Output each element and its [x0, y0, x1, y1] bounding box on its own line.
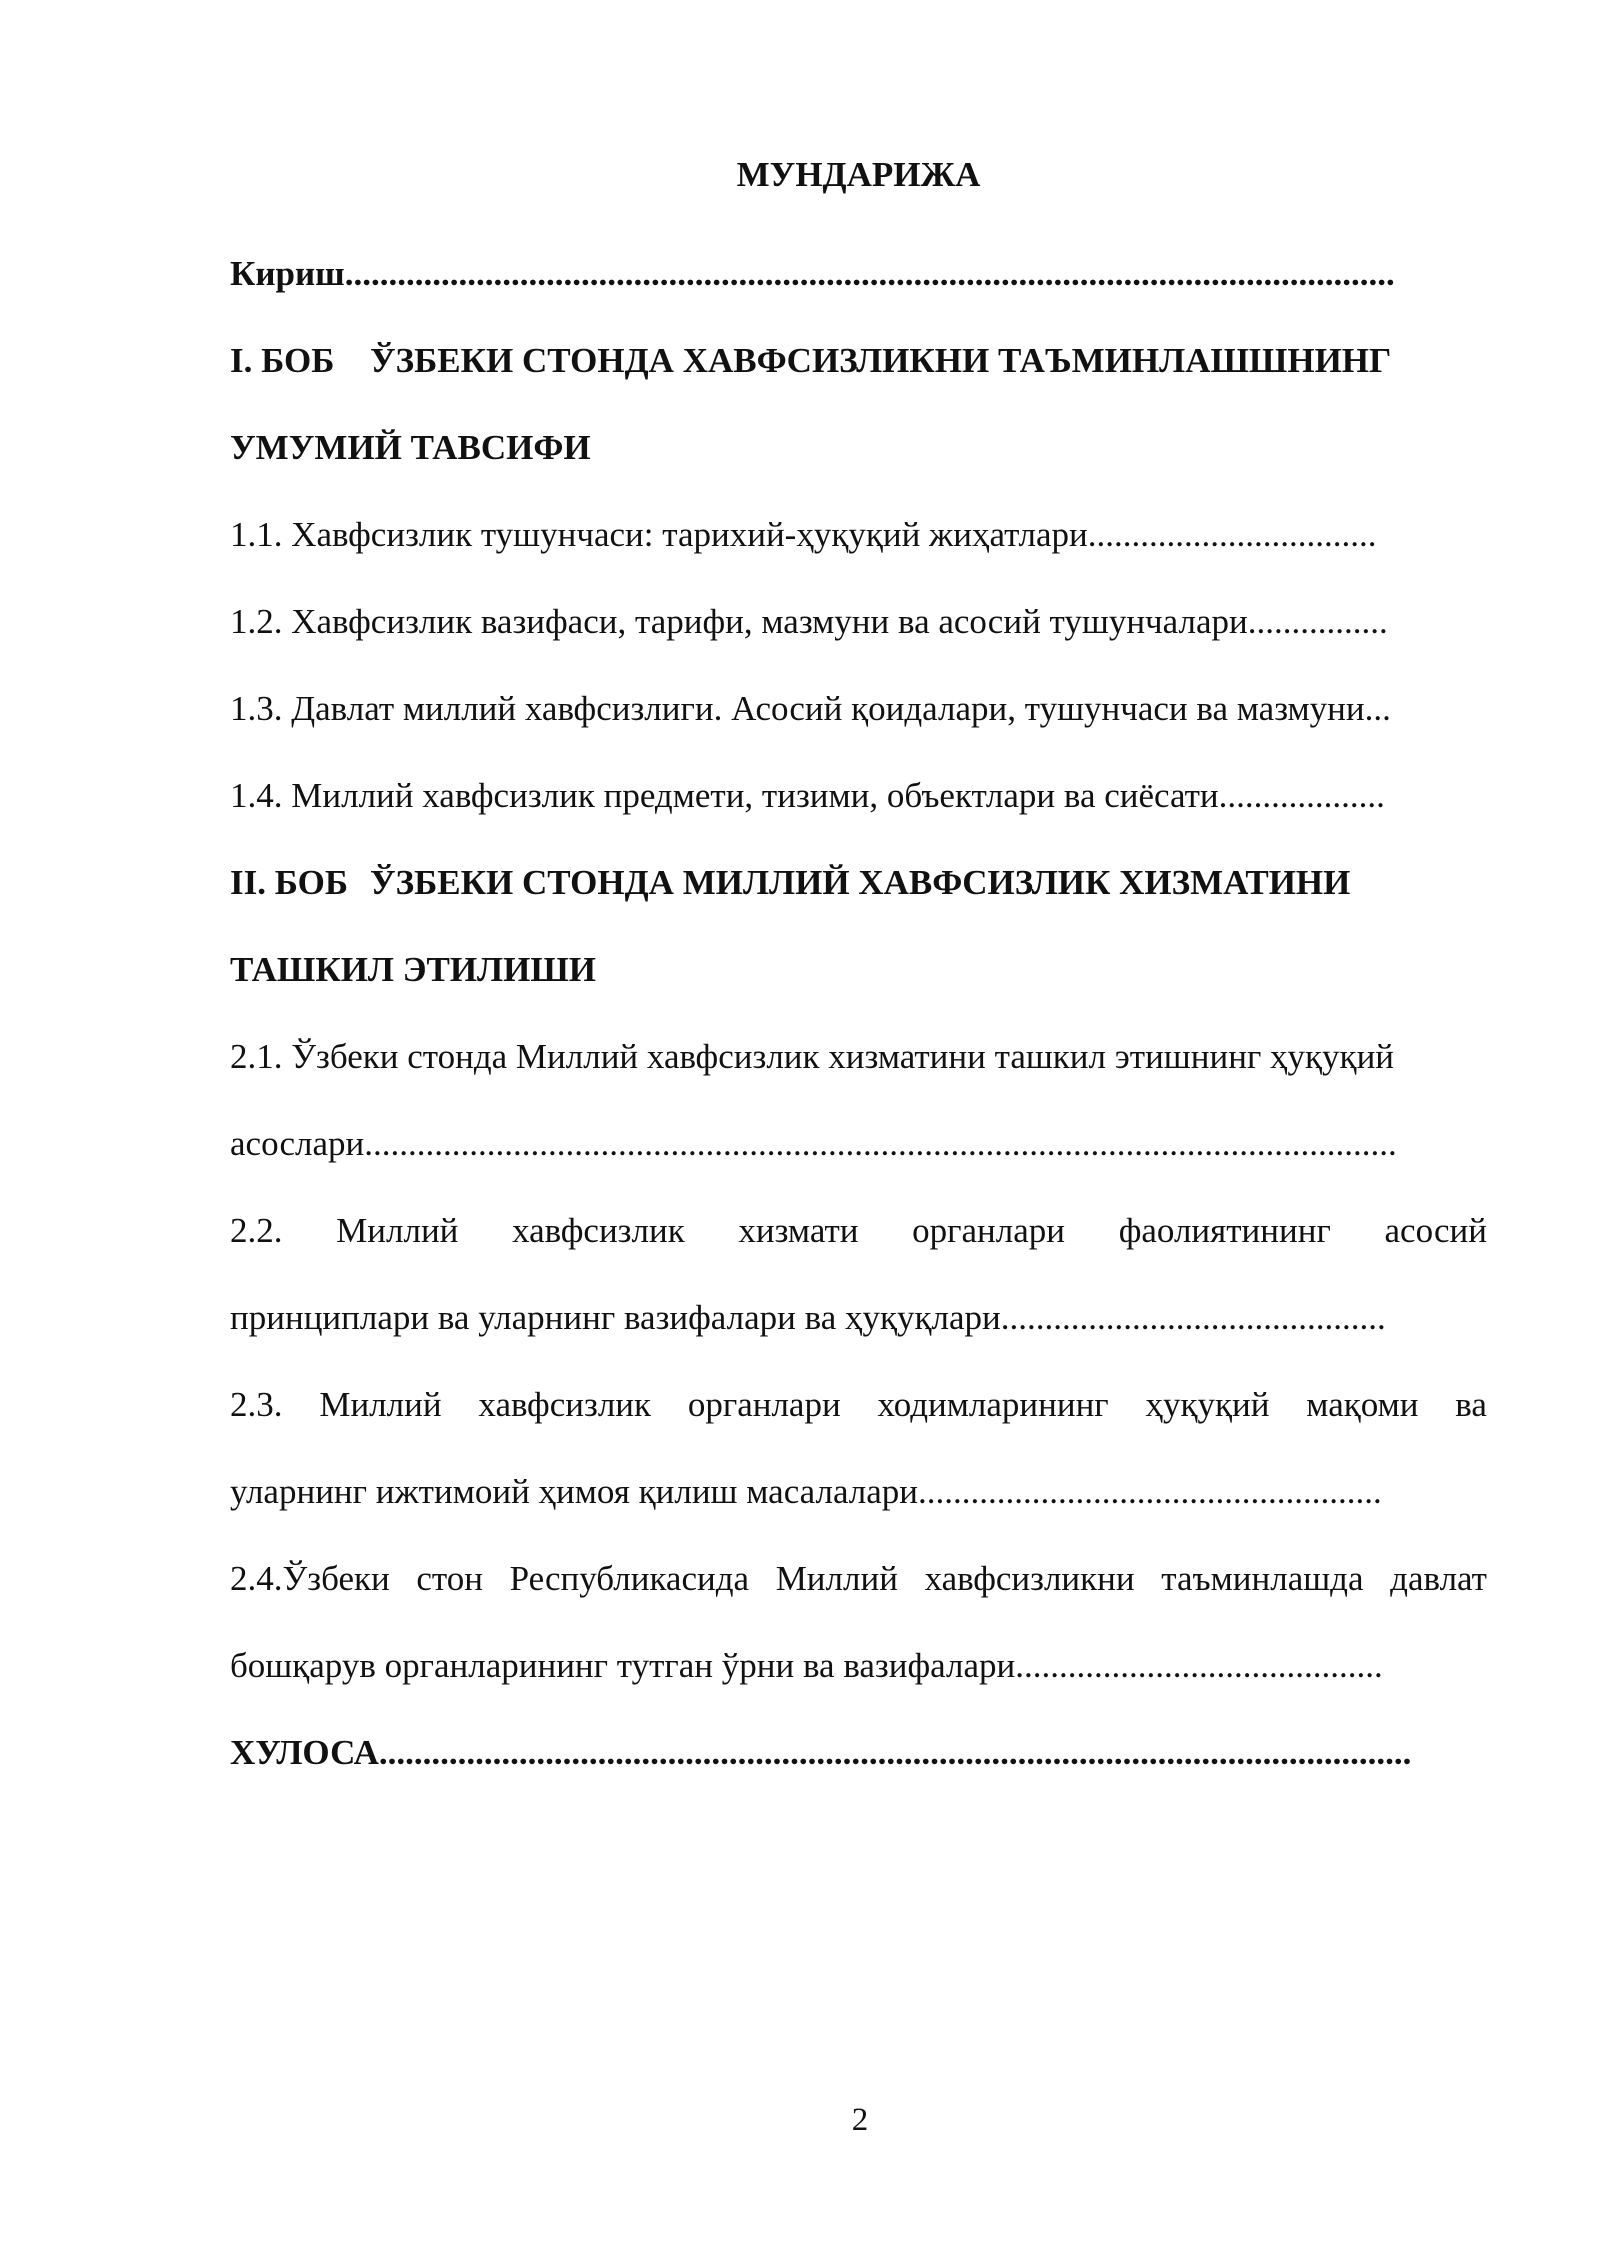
toc-title: МУНДАРИЖА	[736, 155, 981, 194]
toc-word: Миллий	[775, 1559, 898, 1598]
chapter-1-number: I. БОБ	[230, 341, 335, 380]
toc-entry-2-2-line2: принциплари ва уларнинг вазифалари ва ҳуқуқлари............................................	[230, 1298, 1386, 1337]
toc-entry-1-2: 1.2. Хавфсизлик вазифаси, тарифи, мазмуни ва асосий тушунчалари................	[230, 602, 1388, 641]
toc-word: хавфсизликни	[924, 1559, 1135, 1598]
toc-word: стон	[416, 1559, 483, 1598]
toc-word: давлат	[1390, 1559, 1487, 1598]
chapter-2-number: II. БОБ	[230, 863, 349, 902]
toc-word: ҳуқуқий	[1145, 1385, 1270, 1424]
toc-word: ходимларининг	[877, 1385, 1109, 1424]
chapter-2-title-line1: ЎЗБЕКИ СТОНДА МИЛЛИЙ ХАВФСИЗЛИК ХИЗМАТИНИ	[370, 863, 1351, 902]
toc-word: Миллий	[319, 1385, 442, 1424]
toc-entry-1-4: 1.4. Миллий хавфсизлик предмети, тизими, объектлари ва сиёсати...................	[230, 776, 1385, 815]
toc-chapter-2-heading	[230, 839, 1487, 926]
chapter-1-title-line2: УМУМИЙ ТАВСИФИ	[230, 428, 591, 467]
toc-word: мақоми	[1306, 1385, 1419, 1424]
toc-entry-2-1-line2: асослари......................................................................................................................	[230, 1124, 1397, 1163]
toc-word: 2.2.	[230, 1211, 283, 1250]
toc-entry-2-1-line1: 2.1. Ўзбеки стонда Миллий хавфсизлик хизматини ташкил этишнинг ҳуқуқий	[230, 1037, 1395, 1076]
table-of-contents	[230, 145, 1487, 1796]
toc-word: Республикасида	[509, 1559, 750, 1598]
toc-word: 2.3.	[230, 1385, 283, 1424]
toc-entry-2-2-line1	[230, 1187, 1487, 1274]
toc-word: органлари	[687, 1385, 841, 1424]
toc-entry-2-4-line2: бошқарув органларининг тутган ўрни ва вазифалари..........................................	[230, 1646, 1383, 1685]
toc-word: фаолиятининг	[1118, 1211, 1331, 1250]
toc-entry-intro: Кириш........................................................................................................................	[230, 254, 1395, 293]
toc-word: хавфсизлик	[478, 1385, 652, 1424]
toc-word: таъминлашда	[1161, 1559, 1364, 1598]
page-number: 2	[851, 2102, 869, 2138]
toc-entry-2-3-line1	[230, 1361, 1487, 1448]
toc-word: органлари	[912, 1211, 1066, 1250]
toc-chapter-1-heading	[230, 317, 1487, 404]
toc-word: ва	[1455, 1385, 1487, 1424]
chapter-1-title-line1: ЎЗБЕКИ СТОНДА ХАВФСИЗЛИКНИ ТАЪМИНЛАШШНИНГ	[370, 341, 1392, 380]
toc-word: асосий	[1384, 1211, 1487, 1250]
toc-word: Миллий	[336, 1211, 459, 1250]
toc-entry-1-3: 1.3. Давлат миллий хавфсизлиги. Асосий қоидалари, тушунчаси ва мазмуни...	[230, 689, 1391, 728]
toc-word: хавфсизлик	[512, 1211, 685, 1250]
chapter-2-title-line2: ТАШКИЛ ЭТИЛИШИ	[230, 950, 597, 989]
toc-entry-conclusion: ХУЛОСА......................................................................................................................	[230, 1733, 1412, 1772]
toc-entry-2-4-line1	[230, 1535, 1487, 1622]
toc-entry-2-3-line2: уларнинг ижтимоий ҳимоя қилиш масалалари.....................................................	[230, 1472, 1382, 1511]
toc-word: 2.4.Ўзбеки	[230, 1559, 390, 1598]
toc-word: хизмати	[738, 1211, 859, 1250]
toc-entry-1-1: 1.1. Хавфсизлик тушунчаси: тарихий-ҳуқуқий жиҳатлари.................................	[230, 515, 1377, 554]
